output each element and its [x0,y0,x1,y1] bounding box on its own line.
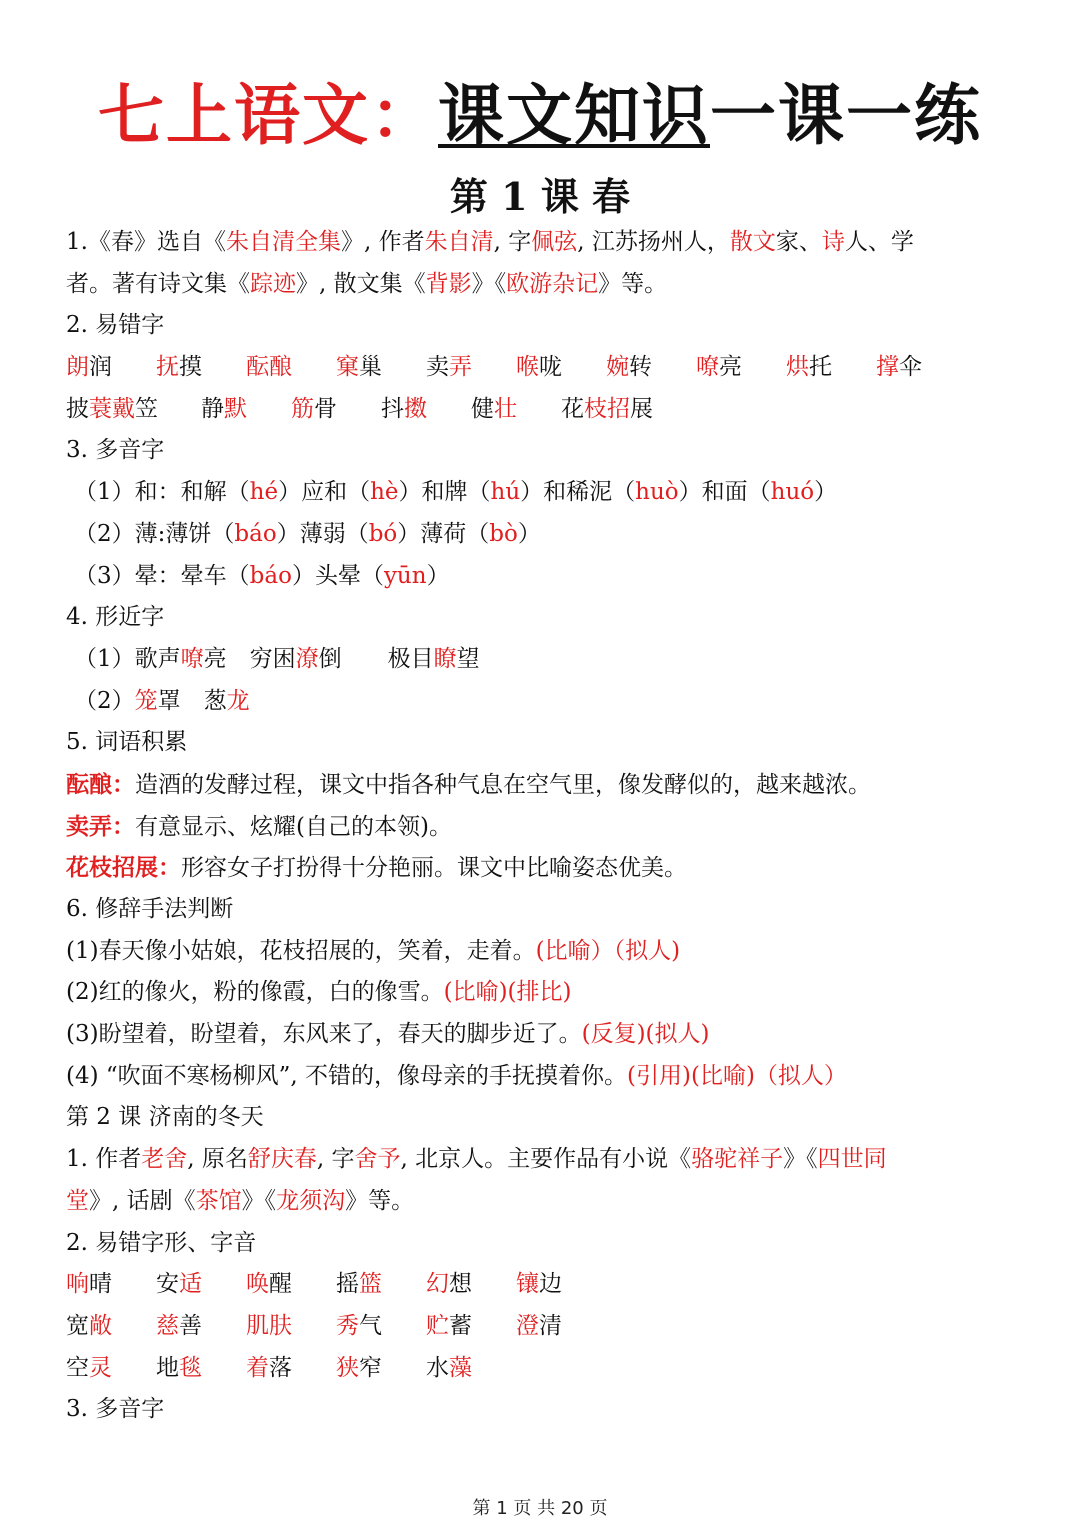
word: 花枝招展 [561,395,653,422]
rhetoric-question: (2)红的像火，粉的像霞，白的像雪。(比喻)(排比) [66,979,572,1006]
word: 婉转 [606,354,652,381]
rhetoric-question: (4) “吹面不寒杨柳风”, 不错的，像母亲的手抚摸着你。(引用)(比喻)（拟人） [66,1062,847,1089]
word: 朗润 [66,354,112,381]
word: 抖擞 [381,395,427,422]
content [66,222,1026,1431]
word: 披蓑戴笠 [66,395,158,422]
word: 筋骨 [291,395,337,422]
l1-item2-row2 [66,389,1026,431]
definition: 卖弄：有意显示、炫耀(自己的本领)。 [66,812,452,840]
word: 水藻 [426,1354,472,1381]
definition: 花枝招展：形容女子打扮得十分艳丽。课文中比喻姿态优美。 [66,854,687,882]
l1-item4-label: 4. 形近字 [66,604,165,631]
document-title [0,62,1080,157]
word: 喉咙 [516,354,562,381]
word: 宽敞 [66,1312,112,1339]
rhetoric-question: (3)盼望着，盼望着，东风来了，春天的脚步近了。(反复)(拟人) [66,1021,710,1048]
l2-item1-line1: 1. 作者老舍, 原名舒庆春, 字舍予, 北京人。主要作品有小说《骆驼祥子》《四世同 [66,1146,887,1173]
word: 肌肤 [246,1312,292,1339]
l1-item6-label: 6. 修辞手法判断 [66,896,234,922]
l1-item3-line2: （2）薄:薄饼（báo）薄弱（bó）薄荷（bò） [74,520,541,547]
word: 狭窄 [336,1354,382,1381]
word: 摇篮 [336,1271,382,1298]
word: 卖弄 [426,354,472,381]
title-suffix: 一课一练 [710,76,982,154]
word: 地毯 [156,1354,202,1381]
l1-item2-label: 2. 易错字 [66,312,165,339]
l1-item4-line2: （2）笼罩 葱龙 [74,687,250,714]
word: 唤醒 [246,1271,292,1298]
word: 贮蓄 [426,1312,472,1339]
word: 健壮 [471,395,517,422]
lesson2-heading: 第 2 课 济南的冬天 [66,1104,264,1131]
word: 着落 [246,1354,292,1381]
title-main: 课文知识 [438,76,710,154]
word: 空灵 [66,1354,112,1381]
word: 撑伞 [876,354,922,381]
l2-item3-label: 3. 多音字 [66,1396,165,1423]
l1-item3-line3: （3）晕：晕车（báo）头晕（yūn） [74,562,450,589]
l2-item2-row1 [66,1264,1026,1306]
l2-item2-row2 [66,1306,1026,1348]
word: 幻想 [426,1271,472,1298]
rhetoric-question: (1)春天像小姑娘，花枝招展的，笑着，走着。(比喻）（拟人) [66,937,681,964]
l2-item1-line2: 堂》, 话剧《茶馆》《龙须沟》等。 [66,1187,415,1214]
word: 静默 [201,395,247,422]
word: 秀气 [336,1312,382,1339]
page-footer: 第 1 页 共 20 页 [472,1498,608,1519]
lesson1-heading: 第 1 课 春 [449,174,631,219]
word: 安适 [156,1271,202,1298]
definition: 酝酿：造酒的发酵过程，课文中指各种气息在空气里，像发酵似的，越来越浓。 [66,770,871,798]
word: 慈善 [156,1312,202,1339]
word: 响晴 [66,1271,112,1298]
word: 镶边 [516,1271,562,1298]
word: 窠巢 [336,354,382,381]
l1-item4-line1: （1）歌声嘹亮 穷困潦倒 极目瞭望 [74,645,480,672]
word: 酝酿 [246,354,292,381]
word: 嘹亮 [696,354,742,381]
l2-item2-row3 [66,1348,1026,1390]
l1-item5-label: 5. 词语积累 [66,729,188,756]
l1-item2-row1 [66,347,1026,389]
word: 烘托 [786,354,832,381]
title-prefix: 七上语文： [98,76,438,154]
l1-item1-line2: 者。著有诗文集《踪迹》, 散文集《背影》《欧游杂记》等。 [66,270,668,297]
l1-item1-line1: 1.《春》选自《朱自清全集》, 作者朱自清, 字佩弦, 江苏扬州人，散文家、诗人、学 [66,229,914,255]
l1-item3-label: 3. 多音字 [66,437,165,464]
word: 抚摸 [156,354,202,381]
l2-item2-label: 2. 易错字形、字音 [66,1229,257,1256]
l1-item3-line1: （1）和：和解（hé）应和（hè）和牌（hú）和稀泥（huò）和面（huó） [74,479,838,506]
word: 澄清 [516,1312,562,1339]
